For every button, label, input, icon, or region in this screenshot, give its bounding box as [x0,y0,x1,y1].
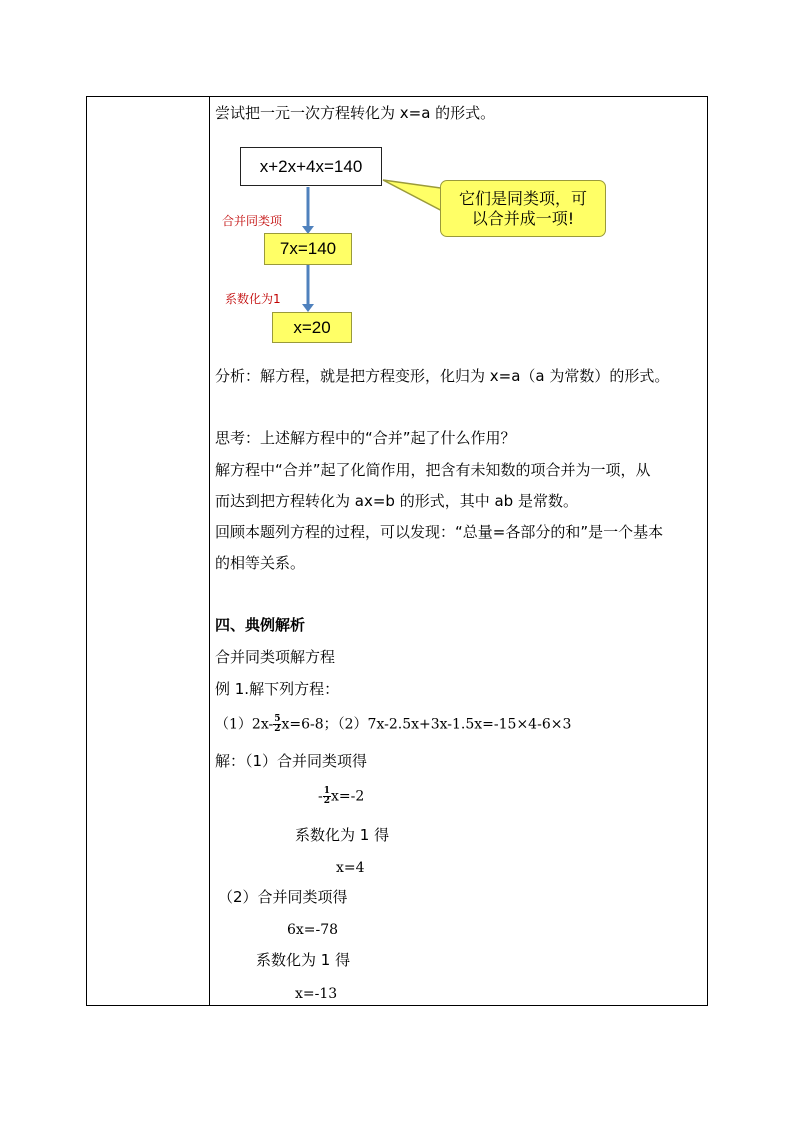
example-problem [215,715,571,734]
review-line: 的相等关系。 [215,554,306,572]
fraction-denominator: 2 [323,796,330,806]
minus-sign: - [318,788,323,805]
analysis-text: 分析：解方程，就是把方程变形，化归为 x=a（a 为常数）的形式。 [215,367,670,385]
diagram-arrows [0,0,794,400]
equation-rest: x=-2 [331,788,365,805]
solution-step-2: 6x=-78 [287,922,339,938]
solution-intro: 解：（1）合并同类项得 [215,752,368,770]
example-heading: 例 1.解下列方程： [215,680,340,698]
think-answer-line: 而达到把方程转化为 ax=b 的形式，其中 ab 是常数。 [215,492,578,510]
problem-part: （1）2x- [215,716,274,733]
callout-pointer [383,180,448,214]
problem-part: x=6-8；（2）7x-2.5x+3x-1.5x=-15×4-6×3 [281,716,572,733]
fraction-numerator: 1 [323,786,330,796]
step-label-coefficient: 系数化为1 [225,292,281,306]
solution-answer-2: x=-13 [295,986,338,1002]
solution-coefficient-step: 系数化为 1 得 [295,826,390,844]
solution-part-2-intro: （2）合并同类项得 [218,888,348,906]
think-question: 思考：上述解方程中的“合并”起了什么作用？ [215,429,516,447]
think-answer-line: 解方程中“合并”起了化简作用，把含有未知数的项合并为一项，从 [215,461,651,479]
solution-answer-1: x=4 [336,860,365,876]
equation-box-1: x+2x+4x=140 [240,147,382,186]
callout-bubble [440,180,606,237]
fraction-numerator: 5 [274,714,281,724]
section-subtitle: 合并同类项解方程 [215,648,336,666]
callout-line: 以合并成一项! [471,208,575,228]
step-label-combine: 合并同类项 [222,214,283,228]
callout-line: 它们是同类项，可 [458,188,587,208]
review-line: 回顾本题列方程的过程，可以发现：“总量=各部分的和”是一个基本 [215,523,664,541]
section-title: 四、典例解析 [215,616,306,634]
equation-box-3: x=20 [272,312,352,343]
fraction [323,787,331,806]
solution-step-1 [318,787,364,806]
intro-text: 尝试把一元一次方程转化为 x=a 的形式。 [215,104,496,122]
arrow-head-icon [302,304,314,312]
equation-box-2: 7x=140 [264,233,352,265]
fraction-denominator: 2 [274,724,281,734]
solution-coefficient-step-2: 系数化为 1 得 [256,951,351,969]
